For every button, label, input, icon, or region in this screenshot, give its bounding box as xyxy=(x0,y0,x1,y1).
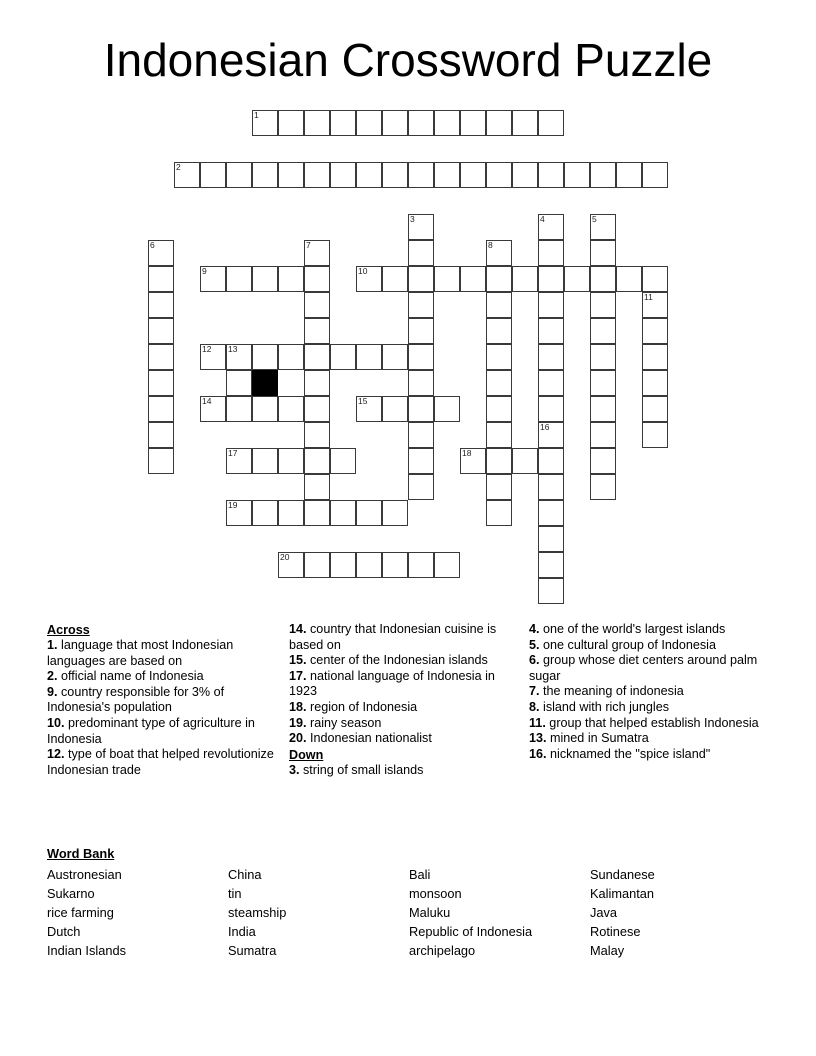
clue-number: 20. xyxy=(289,731,307,746)
grid-cell[interactable] xyxy=(382,110,408,136)
clue-number: 12. xyxy=(47,747,65,762)
grid-cell[interactable] xyxy=(330,110,356,136)
grid-cell[interactable] xyxy=(408,344,434,370)
across-clue: 9. country responsible for 3% of Indonesia's population xyxy=(47,684,225,715)
grid-cell[interactable] xyxy=(486,370,512,396)
cell-number: 11 xyxy=(644,292,653,302)
grid-cell[interactable] xyxy=(304,500,330,526)
across-heading: Across xyxy=(47,623,90,637)
word-bank-item[interactable]: monsoon xyxy=(409,886,462,901)
blocked-cell xyxy=(252,370,278,396)
grid-cell[interactable] xyxy=(278,110,304,136)
grid-cell[interactable] xyxy=(356,162,382,188)
cell-number: 13 xyxy=(228,344,238,354)
cell-number: 6 xyxy=(150,240,155,250)
word-bank-item[interactable]: rice farming xyxy=(47,905,114,920)
grid-cell[interactable] xyxy=(148,344,174,370)
grid-cell[interactable] xyxy=(564,162,590,188)
cell-number: 16 xyxy=(540,422,550,432)
grid-cell[interactable] xyxy=(408,318,434,344)
grid-cell[interactable] xyxy=(382,552,408,578)
grid-cell[interactable] xyxy=(304,474,330,500)
grid-cell[interactable] xyxy=(304,162,330,188)
grid-cell[interactable] xyxy=(538,370,564,396)
down-clue: 16. nicknamed the "spice island" xyxy=(529,746,711,761)
cell-number: 4 xyxy=(540,214,545,224)
grid-cell[interactable] xyxy=(356,500,382,526)
grid-cell[interactable] xyxy=(356,344,382,370)
word-bank-item[interactable]: archipelago xyxy=(409,943,476,958)
grid-cell[interactable] xyxy=(304,292,330,318)
cell-number: 1 xyxy=(254,110,259,120)
grid-cell[interactable] xyxy=(382,344,408,370)
grid-cell[interactable] xyxy=(538,110,564,136)
across-clue: 2. official name of Indonesia xyxy=(47,669,204,684)
grid-cell[interactable] xyxy=(590,266,616,292)
grid-cell[interactable] xyxy=(408,162,434,188)
grid-cell[interactable] xyxy=(408,292,434,318)
word-bank-column xyxy=(409,865,590,960)
grid-cell[interactable] xyxy=(356,110,382,136)
grid-cell[interactable] xyxy=(590,318,616,344)
grid-cell[interactable] xyxy=(200,162,226,188)
grid-cell[interactable] xyxy=(564,266,590,292)
across-clue: 19. rainy season xyxy=(289,715,382,730)
clue-number: 2. xyxy=(47,669,58,684)
grid-cell[interactable] xyxy=(304,240,330,266)
grid-cell[interactable] xyxy=(460,162,486,188)
cell-number: 17 xyxy=(228,448,238,458)
grid-cell[interactable] xyxy=(538,240,564,266)
grid-cell[interactable] xyxy=(226,396,252,422)
grid-cell[interactable] xyxy=(252,266,278,292)
word-bank-item[interactable]: India xyxy=(228,924,256,939)
grid-cell[interactable] xyxy=(408,214,434,240)
grid-cell[interactable] xyxy=(408,552,434,578)
grid-cell[interactable] xyxy=(460,448,486,474)
grid-cell[interactable] xyxy=(590,344,616,370)
grid-cell[interactable] xyxy=(148,318,174,344)
grid-cell[interactable] xyxy=(226,500,252,526)
down-clue: 13. mined in Sumatra xyxy=(529,731,649,746)
grid-cell[interactable] xyxy=(538,344,564,370)
grid-cell[interactable] xyxy=(590,396,616,422)
grid-cell[interactable] xyxy=(486,448,512,474)
word-bank-item[interactable]: Republic of Indonesia xyxy=(409,924,533,939)
clues-column-2 xyxy=(289,622,507,778)
clue-number: 17. xyxy=(289,668,307,683)
down-heading: Down xyxy=(289,747,324,762)
grid-cell[interactable] xyxy=(486,344,512,370)
word-bank-item[interactable]: Malay xyxy=(590,943,625,958)
word-bank-item[interactable]: Indian Islands xyxy=(47,943,126,958)
clue-number: 19. xyxy=(289,715,307,730)
grid-cell[interactable] xyxy=(252,110,278,136)
grid-cell[interactable] xyxy=(148,240,174,266)
grid-cell[interactable] xyxy=(200,344,226,370)
grid-cell[interactable] xyxy=(278,162,304,188)
page-title: Indonesian Crossword Puzzle xyxy=(103,34,713,86)
across-clue: 15. center of the Indonesian islands xyxy=(289,653,488,668)
clue-number: 6. xyxy=(529,653,540,668)
grid-cell[interactable] xyxy=(330,448,356,474)
word-bank-item[interactable]: China xyxy=(228,867,262,882)
clue-number: 3. xyxy=(289,762,300,777)
grid-cell[interactable] xyxy=(434,110,460,136)
across-clue: 12. type of boat that helped revolutionize Indonesian trade xyxy=(47,747,274,777)
grid-cell[interactable] xyxy=(486,422,512,448)
grid-cell[interactable] xyxy=(642,318,668,344)
clue-number: 1. xyxy=(47,638,58,652)
grid-cell[interactable] xyxy=(538,474,564,500)
clue-number: 16. xyxy=(529,746,547,761)
word-bank-item[interactable]: Bali xyxy=(409,867,431,882)
grid-cell[interactable] xyxy=(590,162,616,188)
word-bank-column xyxy=(228,865,409,960)
grid-cell[interactable] xyxy=(408,474,434,500)
grid-cell[interactable] xyxy=(538,578,564,604)
cell-number: 7 xyxy=(306,240,311,250)
cell-number: 12 xyxy=(202,344,212,354)
down-clue: 6. group whose diet centers around palm sugar xyxy=(529,653,758,683)
grid-cell[interactable] xyxy=(486,110,512,136)
grid-cell[interactable] xyxy=(434,266,460,292)
clue-number: 8. xyxy=(529,699,540,714)
grid-cell[interactable] xyxy=(642,370,668,396)
across-clue: 17. national language of Indonesia in 1923 xyxy=(289,668,495,699)
grid-cell[interactable] xyxy=(538,448,564,474)
clues-column-3 xyxy=(529,622,769,762)
word-bank-item[interactable]: steamship xyxy=(228,905,287,920)
grid-cell[interactable] xyxy=(512,162,538,188)
grid-cell[interactable] xyxy=(486,240,512,266)
across-clue: 20. Indonesian nationalist xyxy=(289,731,432,746)
grid-cell[interactable] xyxy=(226,266,252,292)
grid-cell[interactable] xyxy=(200,396,226,422)
word-bank-item[interactable]: Sukarno xyxy=(47,886,95,901)
grid-cell[interactable] xyxy=(538,500,564,526)
clues-column-1 xyxy=(47,622,279,778)
grid-cell[interactable] xyxy=(434,552,460,578)
grid-cell[interactable] xyxy=(408,370,434,396)
grid-cell[interactable] xyxy=(642,292,668,318)
down-clue: 7. the meaning of indonesia xyxy=(529,684,684,699)
grid-cell[interactable] xyxy=(538,162,564,188)
grid-cell[interactable] xyxy=(278,552,304,578)
grid-cell[interactable] xyxy=(538,318,564,344)
clue-number: 9. xyxy=(47,684,58,699)
word-bank-item[interactable]: tin xyxy=(228,886,242,901)
word-bank-column xyxy=(590,865,771,960)
grid-cell[interactable] xyxy=(538,396,564,422)
grid-cell[interactable] xyxy=(486,396,512,422)
cell-number: 3 xyxy=(410,214,415,224)
clue-number: 7. xyxy=(529,684,540,699)
grid-cell[interactable] xyxy=(408,266,434,292)
grid-cell[interactable] xyxy=(434,162,460,188)
grid-cell[interactable] xyxy=(590,370,616,396)
clue-number: 5. xyxy=(529,637,540,652)
grid-cell[interactable] xyxy=(642,396,668,422)
grid-cell[interactable] xyxy=(382,396,408,422)
grid-cell[interactable] xyxy=(252,162,278,188)
grid-cell[interactable] xyxy=(538,266,564,292)
grid-cell[interactable] xyxy=(252,344,278,370)
grid-cell[interactable] xyxy=(616,162,642,188)
grid-cell[interactable] xyxy=(226,448,252,474)
word-bank-item[interactable]: Austronesian xyxy=(47,867,122,882)
grid-cell[interactable] xyxy=(408,448,434,474)
grid-cell[interactable] xyxy=(486,500,512,526)
grid-cell[interactable] xyxy=(278,396,304,422)
grid-cell[interactable] xyxy=(460,266,486,292)
grid-cell[interactable] xyxy=(304,422,330,448)
grid-cell[interactable] xyxy=(538,552,564,578)
grid-cell[interactable] xyxy=(226,344,252,370)
grid-cell[interactable] xyxy=(200,266,226,292)
grid-cell[interactable] xyxy=(642,422,668,448)
grid-cell[interactable] xyxy=(252,448,278,474)
grid-cell[interactable] xyxy=(382,266,408,292)
grid-cell[interactable] xyxy=(538,214,564,240)
cell-number: 2 xyxy=(176,162,181,172)
grid-cell[interactable] xyxy=(486,162,512,188)
cell-number: 19 xyxy=(228,500,238,510)
grid-cell[interactable] xyxy=(408,110,434,136)
grid-cell[interactable] xyxy=(304,110,330,136)
grid-cell[interactable] xyxy=(616,266,642,292)
down-clue: 3. string of small islands xyxy=(289,762,424,777)
clue-number: 15. xyxy=(289,653,307,668)
word-bank-item[interactable]: Kalimantan xyxy=(590,886,655,901)
grid-cell[interactable] xyxy=(382,162,408,188)
clue-number: 14. xyxy=(289,622,307,636)
cell-number: 9 xyxy=(202,266,207,276)
word-bank-heading: Word Bank xyxy=(47,846,115,861)
grid-cell[interactable] xyxy=(538,526,564,552)
grid-cell[interactable] xyxy=(148,292,174,318)
grid-cell[interactable] xyxy=(434,396,460,422)
cell-number: 15 xyxy=(358,396,368,406)
grid-cell[interactable] xyxy=(330,344,356,370)
across-clue: 18. region of Indonesia xyxy=(289,699,418,714)
grid-cell[interactable] xyxy=(252,396,278,422)
grid-cell[interactable] xyxy=(590,240,616,266)
grid-cell[interactable] xyxy=(408,422,434,448)
grid-cell[interactable] xyxy=(486,292,512,318)
grid-cell[interactable] xyxy=(356,396,382,422)
grid-cell[interactable] xyxy=(148,448,174,474)
word-bank-section xyxy=(47,845,777,960)
grid-cell[interactable] xyxy=(538,292,564,318)
across-clue: 14. country that Indonesian cuisine is based on xyxy=(289,622,497,652)
word-bank-item[interactable]: Rotinese xyxy=(590,924,641,939)
grid-cell[interactable] xyxy=(408,240,434,266)
grid-cell[interactable] xyxy=(590,422,616,448)
cell-number: 8 xyxy=(488,240,493,250)
grid-cell[interactable] xyxy=(642,344,668,370)
grid-cell[interactable] xyxy=(590,474,616,500)
grid-cell[interactable] xyxy=(226,370,252,396)
grid-cell[interactable] xyxy=(408,396,434,422)
grid-cell[interactable] xyxy=(148,266,174,292)
word-bank-item[interactable]: Maluku xyxy=(409,905,451,920)
word-bank-column xyxy=(47,865,228,960)
down-clue: 8. island with rich jungles xyxy=(529,699,670,714)
cell-number: 10 xyxy=(358,266,368,276)
grid-cell[interactable] xyxy=(330,552,356,578)
word-bank-item[interactable]: Sumatra xyxy=(228,943,277,958)
word-bank-item[interactable]: Dutch xyxy=(47,924,81,939)
cell-number: 5 xyxy=(592,214,597,224)
grid-cell[interactable] xyxy=(174,162,200,188)
grid-cell[interactable] xyxy=(356,266,382,292)
grid-cell[interactable] xyxy=(590,448,616,474)
word-bank-item[interactable]: Sundanese xyxy=(590,867,655,882)
grid-cell[interactable] xyxy=(512,448,538,474)
grid-cell[interactable] xyxy=(356,552,382,578)
grid-cell[interactable] xyxy=(512,266,538,292)
across-clue: 10. predominant type of agriculture in Indonesia xyxy=(47,715,255,746)
grid-cell[interactable] xyxy=(226,162,252,188)
grid-cell[interactable] xyxy=(278,448,304,474)
down-clue: 5. one cultural group of Indonesia xyxy=(529,637,716,652)
grid-cell[interactable] xyxy=(642,162,668,188)
cell-number: 20 xyxy=(280,552,290,562)
grid-cell[interactable] xyxy=(330,162,356,188)
grid-cell[interactable] xyxy=(304,552,330,578)
grid-cell[interactable] xyxy=(486,318,512,344)
grid-cell[interactable] xyxy=(278,266,304,292)
grid-cell[interactable] xyxy=(486,266,512,292)
grid-cell[interactable] xyxy=(330,500,356,526)
grid-cell[interactable] xyxy=(486,474,512,500)
clue-number: 10. xyxy=(47,715,65,730)
cell-number: 14 xyxy=(202,396,212,406)
clue-number: 18. xyxy=(289,699,307,714)
grid-cell[interactable] xyxy=(148,370,174,396)
down-clue: 11. group that helped establish Indonesia xyxy=(529,715,759,730)
clue-number: 11. xyxy=(529,715,546,730)
grid-cell[interactable] xyxy=(590,214,616,240)
grid-cell[interactable] xyxy=(538,422,564,448)
grid-cell[interactable] xyxy=(278,500,304,526)
across-clue: 1. language that most Indonesian languages are based on xyxy=(47,638,234,668)
grid-cell[interactable] xyxy=(304,318,330,344)
grid-cell[interactable] xyxy=(304,448,330,474)
grid-cell[interactable] xyxy=(278,344,304,370)
grid-cell[interactable] xyxy=(304,344,330,370)
cell-number: 18 xyxy=(462,448,472,458)
grid-cell[interactable] xyxy=(642,266,668,292)
grid-cell[interactable] xyxy=(512,110,538,136)
clue-number: 13. xyxy=(529,731,547,746)
grid-cell[interactable] xyxy=(252,500,278,526)
grid-cell[interactable] xyxy=(148,422,174,448)
word-bank-grid xyxy=(47,865,777,960)
grid-cell[interactable] xyxy=(304,396,330,422)
grid-cell[interactable] xyxy=(382,500,408,526)
grid-cell[interactable] xyxy=(304,370,330,396)
clue-number: 4. xyxy=(529,622,540,636)
grid-cell[interactable] xyxy=(590,292,616,318)
word-bank-item[interactable]: Java xyxy=(590,905,618,920)
grid-cell[interactable] xyxy=(460,110,486,136)
grid-cell[interactable] xyxy=(304,266,330,292)
down-clue: 4. one of the world's largest islands xyxy=(529,622,726,636)
grid-cell[interactable] xyxy=(148,396,174,422)
